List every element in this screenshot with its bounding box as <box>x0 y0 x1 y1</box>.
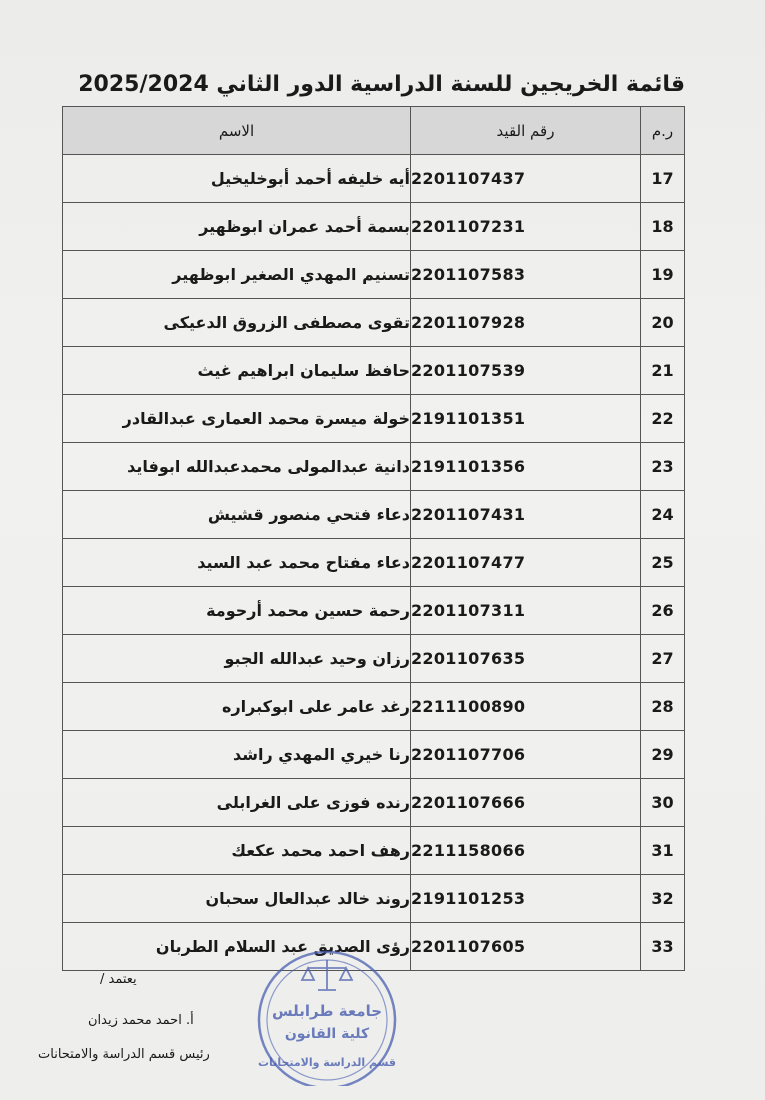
table-row <box>63 299 685 347</box>
student-name: أيه خليفه أحمد أبوخليخيل <box>63 155 411 203</box>
student-name: رغد عامر على ابوكبراره <box>63 683 411 731</box>
table-row <box>63 587 685 635</box>
approval-label: يعتمد / <box>100 972 137 987</box>
student-name: رحمة حسين محمد أرحومة <box>63 587 411 635</box>
student-name: دعاء مفتاح محمد عبد السيد <box>63 539 411 587</box>
table-row <box>63 731 685 779</box>
row-number: 33 <box>641 923 685 971</box>
student-name: تسنيم المهدي الصغير ابوظهير <box>63 251 411 299</box>
table-body <box>63 155 685 971</box>
scales-of-justice-icon <box>302 960 352 990</box>
table-row <box>63 395 685 443</box>
stamp-department: قسم الدراسة والامتحانات <box>258 1056 396 1069</box>
registration-number: 2201107437 <box>411 155 641 203</box>
registration-number: 2191101351 <box>411 395 641 443</box>
registration-number: 2201107928 <box>411 299 641 347</box>
table-row <box>63 635 685 683</box>
table-row <box>63 491 685 539</box>
table-row <box>63 251 685 299</box>
student-name: روند خالد عبدالعال سحبان <box>63 875 411 923</box>
signer-role: رئيس قسم الدراسة والامتحانات <box>38 1047 210 1062</box>
student-name: دانية عبدالمولى محمدعبدالله ابوفايد <box>63 443 411 491</box>
registration-number: 2201107706 <box>411 731 641 779</box>
row-number: 31 <box>641 827 685 875</box>
row-number: 32 <box>641 875 685 923</box>
row-number: 19 <box>641 251 685 299</box>
row-number: 20 <box>641 299 685 347</box>
row-number: 24 <box>641 491 685 539</box>
document-title: قائمة الخريجين للسنة الدراسية الدور الثاني 2025/2024 <box>78 72 685 97</box>
registration-number: 2211158066 <box>411 827 641 875</box>
student-name: رؤى الصديق عبد السلام الطربان <box>63 923 411 971</box>
registration-number: 2201107431 <box>411 491 641 539</box>
table-row <box>63 683 685 731</box>
table-row <box>63 779 685 827</box>
row-number: 25 <box>641 539 685 587</box>
student-name: تقوى مصطفى الزروق الدعيكى <box>63 299 411 347</box>
student-name: حافظ سليمان ابراهيم غيث <box>63 347 411 395</box>
table-row <box>63 203 685 251</box>
student-name: رنده فوزى على الغرابلى <box>63 779 411 827</box>
student-name: خولة ميسرة محمد العمارى عبدالقادر <box>63 395 411 443</box>
registration-number: 2201107666 <box>411 779 641 827</box>
registration-number: 2201107583 <box>411 251 641 299</box>
graduates-table <box>62 106 685 971</box>
row-number: 30 <box>641 779 685 827</box>
row-number: 23 <box>641 443 685 491</box>
registration-number: 2201107477 <box>411 539 641 587</box>
registration-number: 2191101253 <box>411 875 641 923</box>
official-stamp <box>248 948 406 1086</box>
header-id: رقم القيد <box>411 107 641 155</box>
row-number: 26 <box>641 587 685 635</box>
row-number: 17 <box>641 155 685 203</box>
registration-number: 2201107539 <box>411 347 641 395</box>
student-name: رنا خيري المهدي راشد <box>63 731 411 779</box>
student-name: بسمة أحمد عمران ابوظهير <box>63 203 411 251</box>
row-number: 27 <box>641 635 685 683</box>
row-number: 28 <box>641 683 685 731</box>
registration-number: 2191101356 <box>411 443 641 491</box>
table-row <box>63 875 685 923</box>
table-row <box>63 827 685 875</box>
signer-name: أ. احمد محمد زيدان <box>88 1013 194 1028</box>
registration-number: 2201107311 <box>411 587 641 635</box>
row-number: 29 <box>641 731 685 779</box>
registration-number: 2201107231 <box>411 203 641 251</box>
table-row <box>63 155 685 203</box>
table-row <box>63 539 685 587</box>
row-number: 18 <box>641 203 685 251</box>
student-name: رزان وحيد عبدالله الجبو <box>63 635 411 683</box>
stamp-university: جامعة طرابلس <box>271 1002 383 1020</box>
registration-number: 2201107635 <box>411 635 641 683</box>
table-row <box>63 347 685 395</box>
registration-number: 2211100890 <box>411 683 641 731</box>
table-header-row <box>63 107 685 155</box>
row-number: 21 <box>641 347 685 395</box>
table-row <box>63 443 685 491</box>
header-number: ر.م <box>641 107 685 155</box>
student-name: رهف احمد محمد عكعك <box>63 827 411 875</box>
row-number: 22 <box>641 395 685 443</box>
registration-number: 2201107605 <box>411 923 641 971</box>
stamp-faculty: كلية القانون <box>284 1026 370 1042</box>
header-name: الاسم <box>63 107 411 155</box>
student-name: دعاء فتحي منصور قشيش <box>63 491 411 539</box>
